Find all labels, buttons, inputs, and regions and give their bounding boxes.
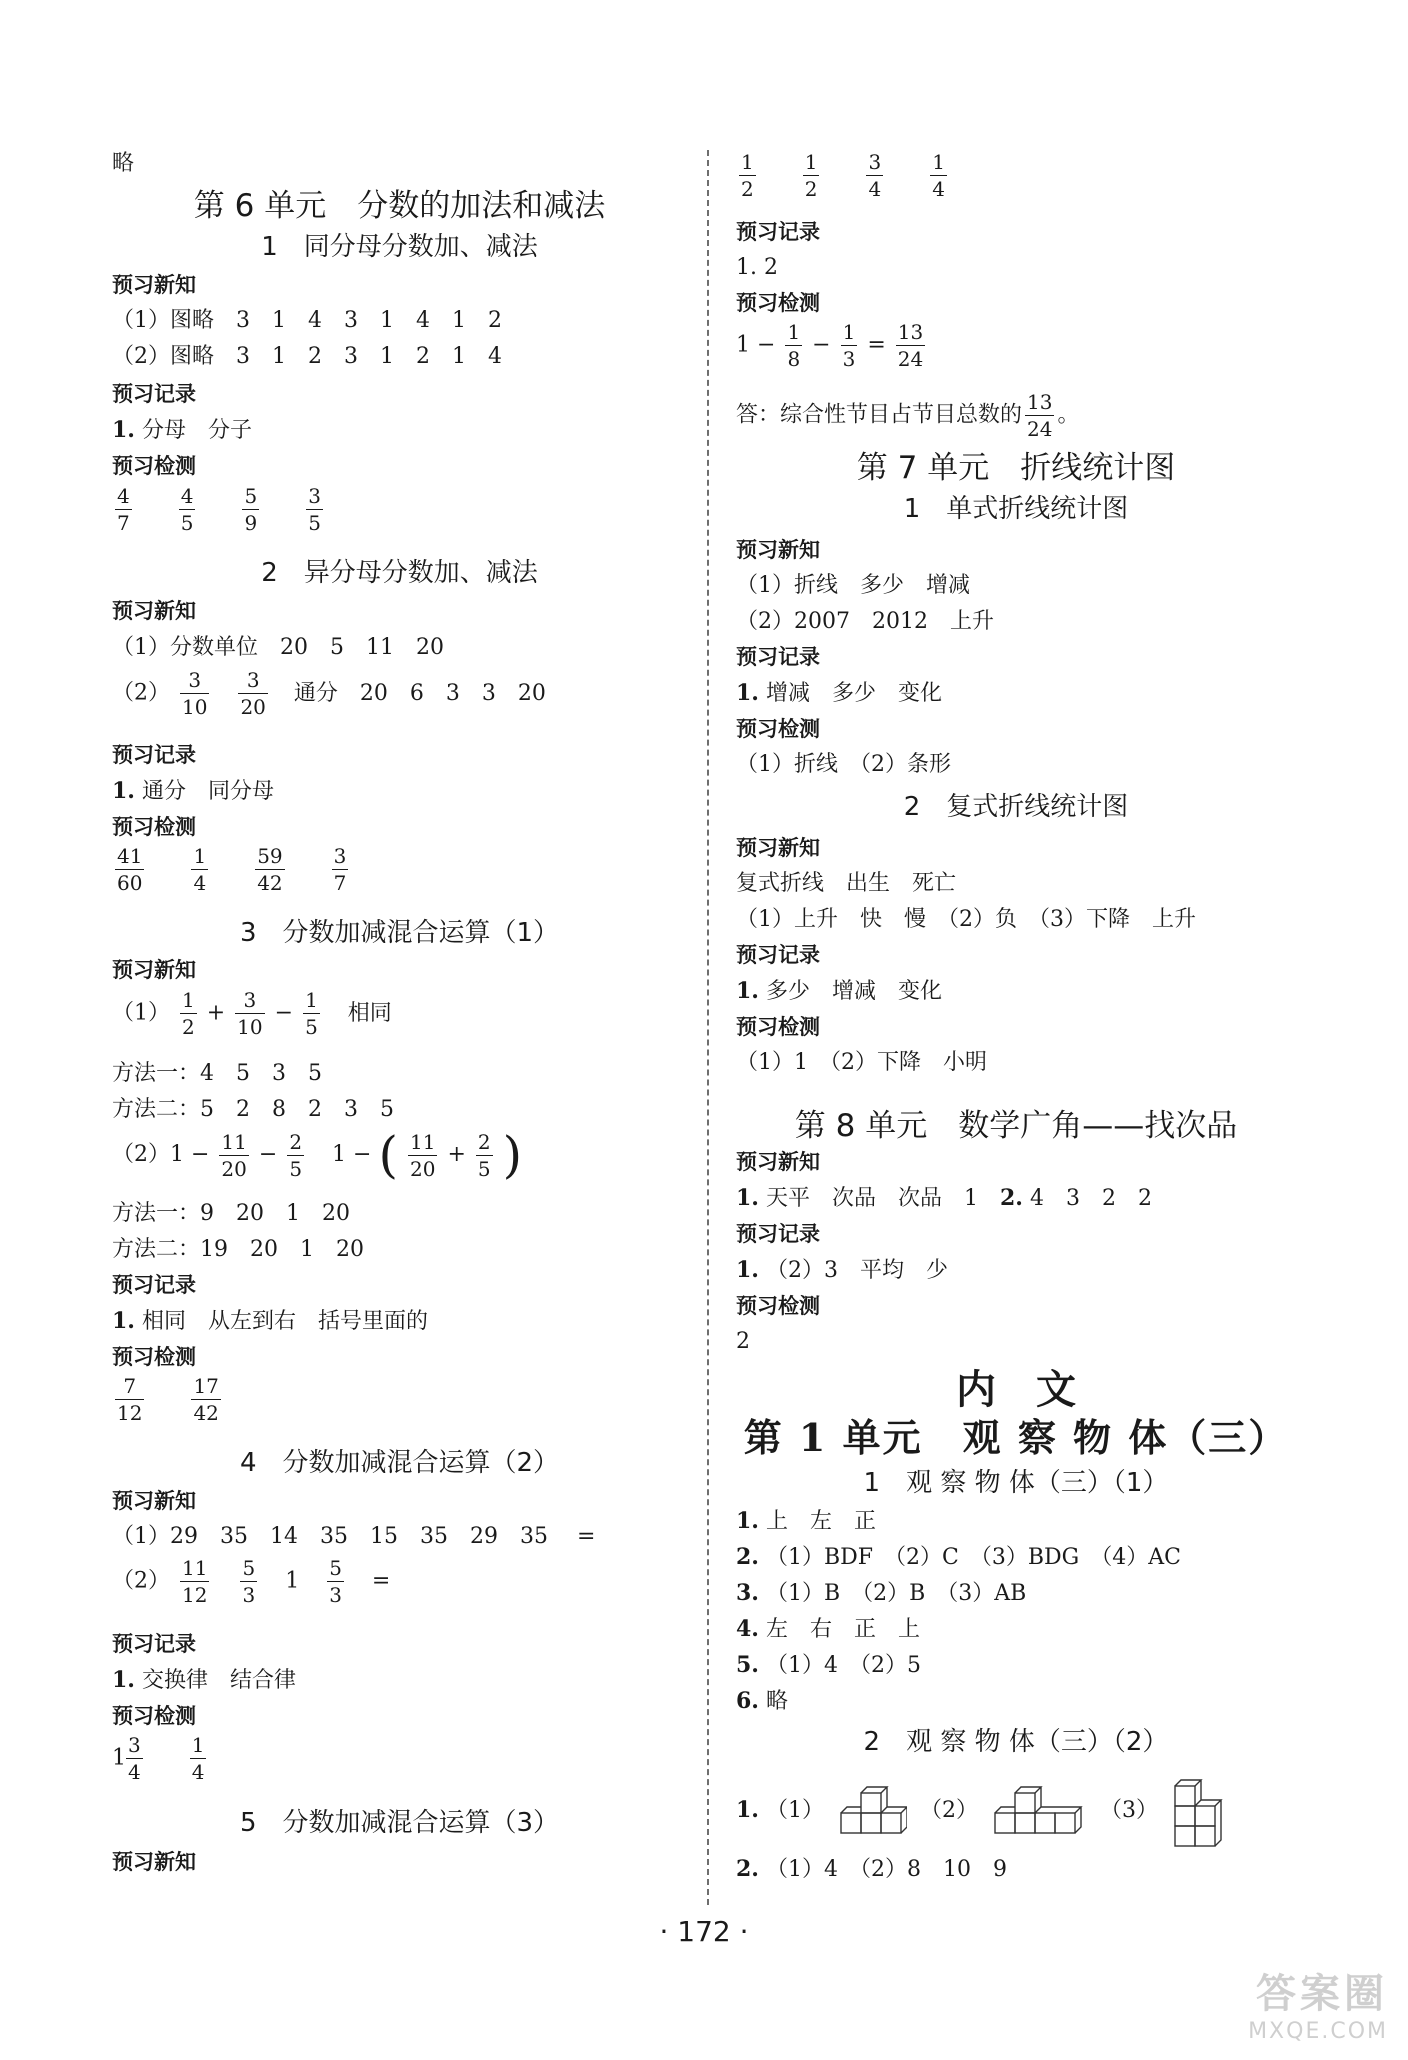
whole-number: 1 <box>112 1745 126 1771</box>
item-label: （1） <box>112 1000 170 1026</box>
fraction: $\frac{2}{5}$ <box>477 1129 491 1181</box>
u6s5-title: 5 分数加减混合运算（3） <box>239 1808 560 1838</box>
heading-xinzhi: 预习新知 <box>736 1150 820 1174</box>
u7s2-title: 2 复式折线统计图 <box>903 792 1129 822</box>
unit6-title: 第 6 单元 分数的加法和减法 <box>193 188 606 224</box>
heading-xinzhi: 预习新知 <box>112 599 196 623</box>
heading-jilu: 预习记录 <box>112 1632 196 1656</box>
heading-xinzhi: 预习新知 <box>736 538 820 562</box>
answer-text: 1 <box>285 1568 300 1594</box>
item-label: （2） <box>919 1798 978 1823</box>
fraction: $\frac{41}{60}$ <box>117 844 143 895</box>
item-number: 1. <box>736 1508 759 1534</box>
u8-record <box>736 1256 948 1285</box>
item-number: 1. <box>112 417 135 443</box>
u1s1-item4 <box>736 1615 920 1644</box>
item-label: （2）1 − <box>112 1142 210 1167</box>
item-number: 1. <box>112 1667 135 1693</box>
bracket-close: ) <box>502 1126 523 1184</box>
record-text: 通分 同分母 <box>141 779 274 804</box>
fraction: $\frac{11}{20}$ <box>410 1129 436 1181</box>
fraction: $\frac{3}{4}$ <box>128 1733 141 1784</box>
u8-line1 <box>736 1184 1152 1213</box>
answer-text: 答：综合性节目占节目总数的 <box>736 402 1023 428</box>
answer-text: （1）4 （2）5 <box>765 1653 921 1678</box>
heading-jilu: 预习记录 <box>736 1222 820 1246</box>
item-number: 5. <box>736 1652 759 1678</box>
u7s1-check: （1）折线 （2）条形 <box>736 752 951 777</box>
heading-jiance: 预习检测 <box>112 454 196 478</box>
record-text: 增减 多少 变化 <box>765 681 942 706</box>
u6s4-line1: （1）29 35 14 35 15 35 29 35 = <box>112 1524 596 1549</box>
u7s1-line2: （2）2007 2012 上升 <box>736 609 994 634</box>
answer-text: 4 3 2 2 <box>1029 1186 1152 1211</box>
answer-text: （1）BDF （2）C （3）BDG （4）AC <box>765 1545 1181 1570</box>
u1s2-item1 <box>736 1770 1247 1852</box>
u6s2-record <box>112 777 274 806</box>
fraction: $\frac{1}{4}$ <box>932 150 945 201</box>
heading-jiance: 预习检测 <box>112 1345 196 1369</box>
item-number: 1. <box>112 1308 135 1334</box>
punctuation: 。 <box>1057 402 1080 428</box>
heading-jilu: 预习记录 <box>736 943 820 967</box>
neiwen-title: 内 文 <box>956 1366 1076 1413</box>
fraction: $\frac{4}{7}$ <box>117 484 130 535</box>
heading-xinzhi: 预习新知 <box>112 273 196 297</box>
u7s2-line1: （1）上升 快 慢 （2）负 （3）下降 上升 <box>736 907 1196 932</box>
item-number: 1. <box>736 1257 759 1283</box>
fraction: $\frac{1}{8}$ <box>787 320 801 371</box>
heading-xinzhi: 预习新知 <box>736 836 820 860</box>
fraction: $\frac{1}{4}$ <box>191 1733 205 1784</box>
heading-jiance: 预习检测 <box>112 815 196 839</box>
item-label: （1） <box>765 1798 824 1823</box>
u8-check: 2 <box>736 1329 750 1354</box>
operator: − <box>812 332 831 358</box>
u7s2-record <box>736 977 942 1006</box>
item-label: （2） <box>112 1568 170 1594</box>
item-number: 1. <box>736 1797 759 1823</box>
answer-text: 相同 <box>347 1000 392 1026</box>
u6s1-line2: （2）图略 3 1 2 3 1 2 1 4 <box>112 344 502 369</box>
unit8-title: 第 8 单元 数学广角——找次品 <box>794 1108 1238 1144</box>
watermark-logo <box>1248 1962 1388 2044</box>
heading-jiance: 预习检测 <box>736 291 820 315</box>
fraction: $\frac{11}{12}$ <box>182 1556 208 1607</box>
heading-xinzhi: 预习新知 <box>112 958 196 982</box>
r-answer <box>736 392 1079 439</box>
answer-text: 左 右 正 上 <box>765 1617 920 1642</box>
heading-jilu: 预习记录 <box>736 645 820 669</box>
item-number: 6. <box>736 1688 759 1714</box>
answer-text: 略 <box>765 1689 788 1714</box>
u1s1-title: 1 观 察 物 体（三）（1） <box>863 1468 1169 1498</box>
r-record: 1. 2 <box>736 255 778 280</box>
fraction: $\frac{5}{3}$ <box>242 1556 256 1607</box>
fraction: $\frac{1}{2}$ <box>804 150 818 201</box>
heading-jiance: 预习检测 <box>736 1015 820 1039</box>
u6s4-title: 4 分数加减混合运算（2） <box>239 1448 560 1478</box>
cube-stack-view-3 <box>1171 1770 1241 1852</box>
item-label: （2） <box>112 680 170 706</box>
u6s4-record <box>112 1666 296 1695</box>
fraction: $\frac{3}{10}$ <box>182 668 208 719</box>
u1s2-title: 2 观 察 物 体（三）（2） <box>863 1727 1169 1757</box>
u1s1-item2 <box>736 1543 1181 1572</box>
heading-jilu: 预习记录 <box>112 1273 196 1297</box>
operator: = <box>371 1568 391 1594</box>
u7s2-line0: 复式折线 出生 死亡 <box>736 871 957 896</box>
fraction: $\frac{4}{5}$ <box>180 484 194 535</box>
fraction: $\frac{13}{24}$ <box>1027 390 1053 441</box>
answer-text: 上 左 正 <box>765 1509 876 1534</box>
heading-jiance: 预习检测 <box>736 717 820 741</box>
fraction: $\frac{13}{24}$ <box>897 320 924 371</box>
u7s1-record <box>736 679 942 708</box>
u6s2-check <box>112 846 351 893</box>
item-number: 2. <box>999 1185 1023 1211</box>
r-check-expr <box>736 322 928 369</box>
u6s3-title: 3 分数加减混合运算（1） <box>239 918 560 948</box>
answer-text: （1）B （2）B （3）AB <box>765 1581 1027 1606</box>
item-number: 2. <box>736 1856 759 1882</box>
u1s1-item3 <box>736 1579 1026 1608</box>
bracket-open: ( <box>378 1126 398 1184</box>
fraction: $\frac{3}{5}$ <box>308 484 321 535</box>
operator: + <box>447 1142 466 1167</box>
fraction: $\frac{1}{2}$ <box>182 988 195 1039</box>
item-number: 3. <box>736 1580 759 1606</box>
record-text: 交换律 结合律 <box>141 1668 296 1693</box>
u6s1-line1: （1）图略 3 1 4 3 1 4 1 2 <box>112 308 502 333</box>
fraction: $\frac{3}{4}$ <box>868 150 882 201</box>
u6s2-line1: （1）分数单位 20 5 11 20 <box>112 635 444 660</box>
u6s3-line2 <box>112 1126 523 1184</box>
fraction: $\frac{1}{2}$ <box>741 150 754 201</box>
heading-jiance: 预习检测 <box>112 1704 196 1728</box>
cube-stack-view-1 <box>837 1783 907 1839</box>
expression-text: 1 − <box>332 1142 372 1167</box>
u6s3-method3: 方法一：9 20 1 20 <box>112 1201 350 1226</box>
record-text: 多少 增减 变化 <box>765 979 942 1004</box>
item-number: 4. <box>736 1616 759 1642</box>
u7s2-check: （1）1 （2）下降 小明 <box>736 1050 987 1075</box>
expression-text: 1 − <box>736 332 776 358</box>
cube-stack-view-2 <box>991 1783 1087 1839</box>
column-divider <box>707 150 709 1905</box>
fraction: $\frac{3}{7}$ <box>333 844 347 895</box>
u6s1-title: 1 同分母分数加、减法 <box>261 232 538 262</box>
u6s3-record <box>112 1307 428 1336</box>
u1s2-item2 <box>736 1855 1007 1884</box>
heading-xinzhi: 预习新知 <box>112 1850 196 1874</box>
operator: = <box>867 332 886 358</box>
u1s1-item1 <box>736 1507 876 1536</box>
heading-xinzhi: 预习新知 <box>112 1489 196 1513</box>
u7s1-title: 1 单式折线统计图 <box>903 494 1129 524</box>
record-text: 相同 从左到右 括号里面的 <box>141 1309 428 1334</box>
operator: + <box>206 1000 226 1026</box>
operator: − <box>258 1142 278 1167</box>
fraction: $\frac{1}{4}$ <box>193 844 207 895</box>
item-label: （3） <box>1099 1798 1158 1823</box>
fraction: $\frac{1}{3}$ <box>842 320 856 371</box>
item-number: 2. <box>736 1544 759 1570</box>
heading-jilu: 预习记录 <box>112 743 196 767</box>
u6s2-line2 <box>112 670 546 717</box>
page-number: · 172 · <box>659 1915 749 1948</box>
item-number: 1. <box>736 680 759 706</box>
u6s3-method4: 方法二：19 20 1 20 <box>112 1237 364 1262</box>
u7s1-line1: （1）折线 多少 增减 <box>736 573 970 598</box>
u6s2-title: 2 异分母分数加、减法 <box>261 558 538 588</box>
u6s4-line2 <box>112 1558 390 1605</box>
u1s1-item6 <box>736 1687 788 1716</box>
fraction: $\frac{17}{42}$ <box>193 1374 219 1425</box>
u6s3-method2: 方法二：5 2 8 2 3 5 <box>112 1097 394 1122</box>
u6s1-check <box>112 486 326 533</box>
u6s3-method1: 方法一：4 5 3 5 <box>112 1061 322 1086</box>
operator: − <box>274 1000 294 1026</box>
u6s1-record <box>112 416 252 445</box>
answer-text: （1）4 （2）8 10 9 <box>765 1857 1007 1882</box>
unit1-title: 第 1 单元 观 察 物 体（三） <box>743 1415 1289 1460</box>
item-number: 1. <box>736 978 759 1004</box>
fraction: $\frac{11}{20}$ <box>221 1129 247 1181</box>
fraction: $\frac{3}{20}$ <box>240 668 266 719</box>
record-text: 分母 分子 <box>141 418 252 443</box>
fraction: $\frac{2}{5}$ <box>289 1129 303 1181</box>
item-number: 1. <box>736 1185 759 1211</box>
fraction: $\frac{5}{9}$ <box>244 484 258 535</box>
fraction: $\frac{59}{42}$ <box>257 844 283 895</box>
fraction: $\frac{7}{12}$ <box>117 1374 143 1425</box>
fraction: $\frac{5}{3}$ <box>329 1556 342 1607</box>
u6s3-check <box>112 1376 224 1423</box>
answer-text: 通分 20 6 3 3 20 <box>293 680 546 706</box>
note-lue: 略 <box>112 151 135 176</box>
u6s4-check <box>112 1735 209 1782</box>
u1s1-item5 <box>736 1651 921 1680</box>
u6s3-line1 <box>112 990 392 1037</box>
heading-jilu: 预习记录 <box>112 382 196 406</box>
watermark-url: MXQE.COM <box>1248 2019 1388 2044</box>
record-text: （2）3 平均 少 <box>765 1258 948 1283</box>
heading-jilu: 预习记录 <box>736 220 820 244</box>
answer-text: 天平 次品 次品 1 <box>765 1186 978 1211</box>
r-top-fracs <box>736 152 950 199</box>
heading-jiance: 预习检测 <box>736 1294 820 1318</box>
unit7-title: 第 7 单元 折线统计图 <box>856 450 1176 486</box>
fraction: $\frac{1}{5}$ <box>305 988 318 1039</box>
item-number: 1. <box>112 778 135 804</box>
watermark-text: 答案圈 <box>1256 1971 1388 2017</box>
fraction: $\frac{3}{10}$ <box>237 988 263 1039</box>
